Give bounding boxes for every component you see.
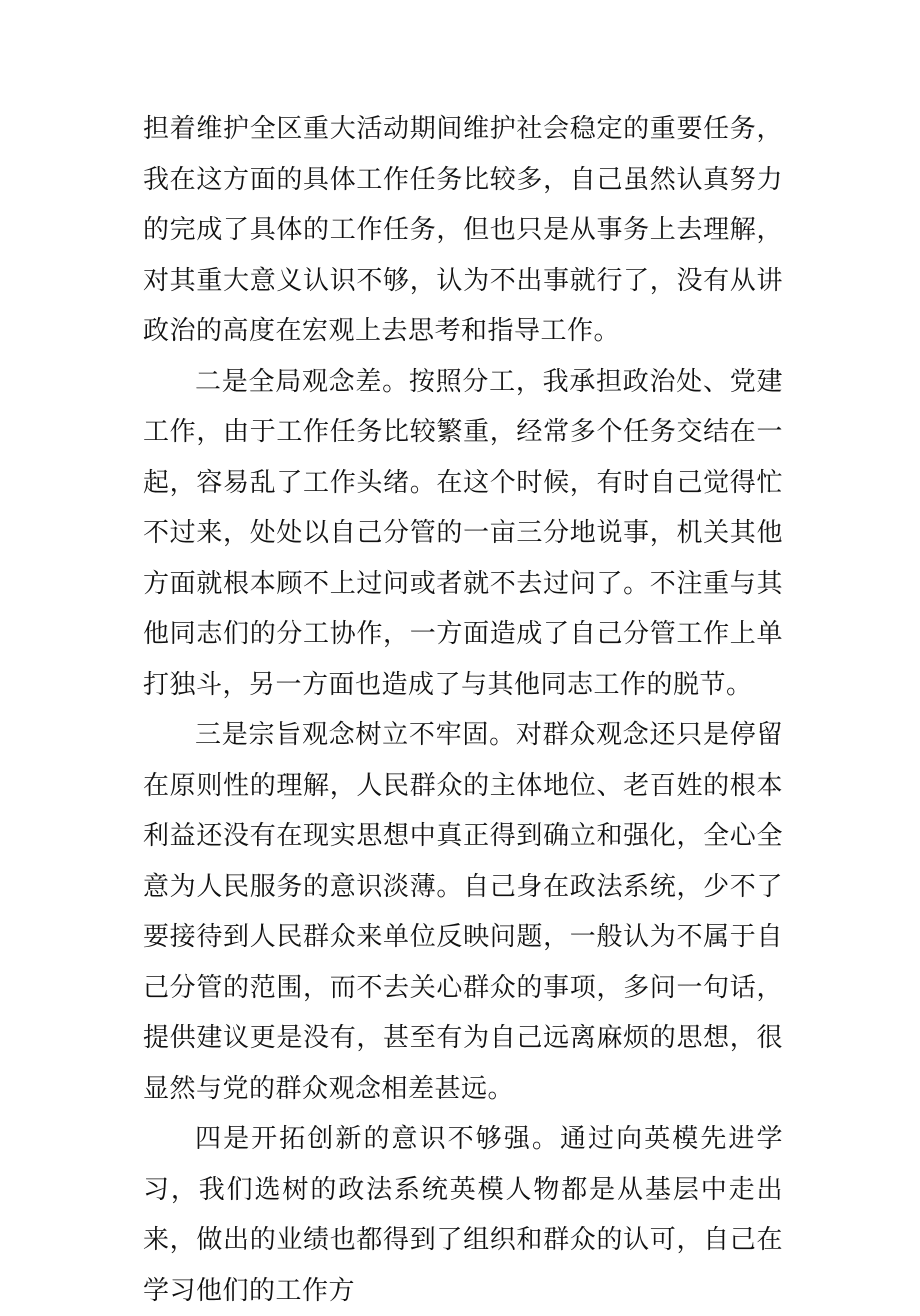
paragraph-continuation: 担着维护全区重大活动期间维护社会稳定的重要任务，我在这方面的具体工作任务比较多，自己虽然认真努力的完成了具体的工作任务，但也只是从事务上去理解，对其重大意义认识不够，认为不出事就行了，没有从讲政治的高度在宏观上去思考和指导工作。 [143, 114, 783, 346]
paragraph-purpose-view: 三是宗旨观念树立不牢固。对群众观念还只是停留在原则性的理解，人民群众的主体地位、老百姓的根本利益还没有在现实思想中真正得到确立和强化，全心全意为人民服务的意识淡薄。自己身在政法系统，少不了要接待到人民群众来单位反映问题，一般认为不属于自己分管的范围，而不去关心群众的事项，多问一句话，提供建议更是没有，甚至有为自己远离麻烦的思想，很显然与党的群众观念相差甚远。 [143, 720, 783, 1104]
paragraph-global-view: 二是全局观念差。按照分工，我承担政治处、党建工作，由于工作任务比较繁重，经常多个任务交结在一起，容易乱了工作头绪。在这个时候，有时自己觉得忙不过来，处处以自己分管的一亩三分地说事，机关其他方面就根本顾不上过问或者就不去过问了。不注重与其他同志们的分工协作，一方面造成了自己分管工作上单打独斗，另一方面也造成了与其他同志工作的脱节。 [143, 366, 783, 700]
document-body [143, 104, 783, 1316]
paragraph-innovation: 四是开拓创新的意识不够强。通过向英模先进学习，我们选树的政法系统英模人物都是从基层中走出来，做出的业绩也都得到了组织和群众的认可，自己在学习他们的工作方 [143, 1124, 783, 1306]
